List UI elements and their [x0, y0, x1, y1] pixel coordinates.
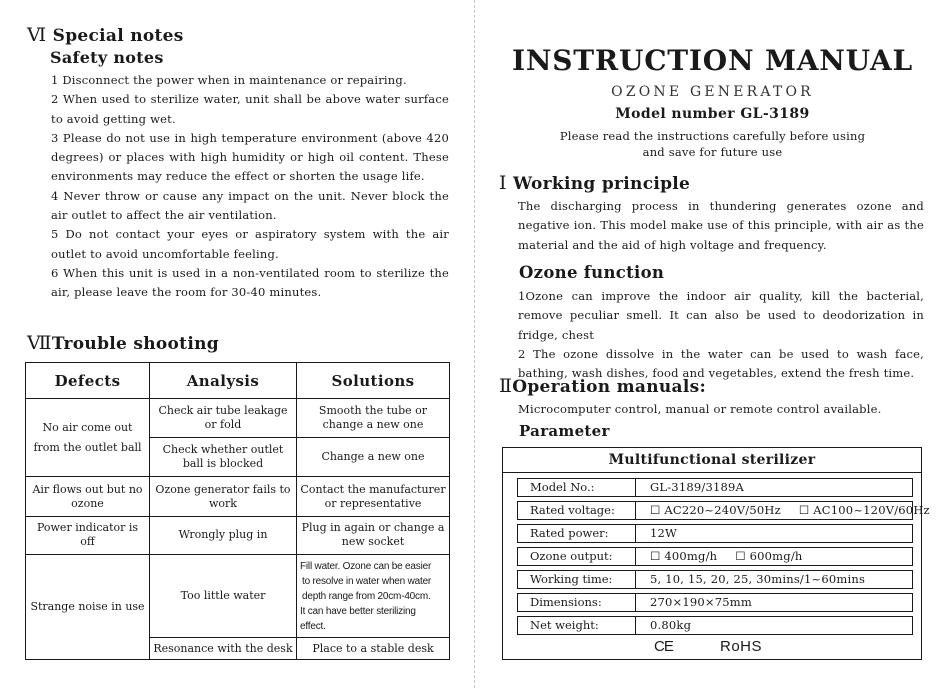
- solution-cell: Fill water. Ozone can be easier to resolve in water when water depth range from 20cm-40cm. It can have better sterilizing effect.: [297, 554, 450, 638]
- safety-note: 4 Never throw or cause any impact on the unit. Never block the air outlet to affect the air ventilation.: [51, 188, 449, 223]
- table-row: [26, 516, 450, 554]
- defect-cell: No air come out from the outlet ball: [26, 399, 150, 477]
- parameter-label: Working time:: [530, 572, 613, 586]
- model-number: Model number GL-3189: [615, 106, 810, 122]
- solution-cell: Place to a stable desk: [297, 638, 450, 660]
- left-page: [0, 0, 470, 688]
- table-row: [26, 554, 450, 638]
- parameter-value: ☐ 400mg/h ☐ 600mg/h: [635, 548, 912, 565]
- parameter-label: Rated voltage:: [530, 503, 615, 517]
- parameter-row: [517, 616, 913, 635]
- parameter-label: Rated power:: [530, 526, 609, 540]
- section-working-principle-title: Ⅰ Working principle: [499, 172, 691, 194]
- section-trouble-shooting-title: ⅦTrouble shooting: [27, 332, 219, 354]
- parameter-label: Dimensions:: [530, 595, 602, 609]
- parameter-row: [517, 524, 913, 543]
- parameter-row: [517, 547, 913, 566]
- ozone-function-title: Ozone function: [519, 263, 665, 282]
- ozone-function-text: 1Ozone can improve the indoor air quality, kill the bacterial, remove peculiar smell. It can also be used to deodorization in fridge, chest 2 The ozone dissolve in the water can be used to wash face, bathing, wash dishes, food and vegetables, extend the fresh time.: [518, 289, 924, 381]
- analysis-cell: Check air tube leakage or fold: [150, 399, 297, 438]
- manual-title: INSTRUCTION MANUAL: [511, 44, 914, 77]
- table-row: [26, 477, 450, 516]
- parameter-table: [502, 447, 930, 660]
- safety-notes-list: [51, 71, 449, 303]
- product-name: OZONE GENERATOR: [611, 84, 814, 100]
- analysis-cell: Too little water: [150, 554, 297, 638]
- header-defects: Defects: [26, 363, 150, 399]
- ce-mark: CE: [654, 638, 673, 655]
- trouble-shooting-table: [25, 362, 450, 660]
- defect-cell: Strange noise in use: [26, 554, 150, 659]
- parameter-value: 12W: [635, 525, 912, 542]
- table-header-row: [26, 363, 450, 399]
- defect-cell: Air flows out but no ozone: [26, 477, 150, 516]
- analysis-cell: Wrongly plug in: [150, 516, 297, 554]
- safety-notes-title: Safety notes: [50, 48, 164, 67]
- parameter-value: 0.80kg: [635, 617, 912, 634]
- analysis-cell: Check whether outlet ball is blocked: [150, 438, 297, 477]
- section-special-notes-title: Ⅵ Special notes: [27, 24, 184, 46]
- safety-note: 5 Do not contact your eyes or aspiratory system with the air outlet to avoid uncomfortable feeling.: [51, 227, 449, 261]
- header-solutions: Solutions: [297, 363, 450, 399]
- parameter-value: 270×190×75mm: [635, 594, 912, 611]
- rohs-mark: RoHS: [720, 638, 763, 655]
- solution-cell: Contact the manufacturer or representative: [297, 477, 450, 516]
- parameter-label: Ozone output:: [530, 549, 613, 563]
- parameter-value: ☐ AC220~240V/50Hz ☐ AC100~120V/60Hz: [635, 502, 912, 519]
- working-principle-text: The discharging process in thundering generates ozone and negative ion. This model make use of this principle, with air as the material and the aid of high voltage and frequency.: [518, 199, 924, 252]
- parameter-table-heading: Multifunctional sterilizer: [503, 448, 921, 473]
- analysis-cell: Resonance with the desk: [150, 638, 297, 660]
- solution-cell: Change a new one: [297, 438, 450, 477]
- header-analysis: Analysis: [150, 363, 297, 399]
- parameter-row: [517, 501, 930, 520]
- solution-cell: Plug in again or change a new socket: [297, 516, 450, 554]
- parameter-title: Parameter: [519, 422, 610, 440]
- page-fold-divider: [474, 0, 475, 688]
- safety-note: 2 When used to sterilize water, unit shall be above water surface to avoid getting wet.: [51, 92, 449, 126]
- operation-text: Microcomputer control, manual or remote control available.: [518, 402, 882, 416]
- safety-note: 1 Disconnect the power when in maintenance or repairing.: [51, 73, 407, 87]
- safety-note: 3 Please do not use in high temperature environment (above 420 degrees) or places with high humidity or high oil content. These environments may reduce the effect or shorten the usage life.: [51, 130, 449, 184]
- parameter-row: [517, 593, 913, 612]
- parameter-value: GL-3189/3189A: [635, 479, 912, 496]
- parameter-label: Model No.:: [530, 480, 595, 494]
- safety-note: 6 When this unit is used in a non-ventilated room to sterilize the air, please leave the room for 30-40 minutes.: [51, 265, 449, 300]
- parameter-value: 5, 10, 15, 20, 25, 30mins/1~60mins: [635, 571, 912, 588]
- analysis-cell: Ozone generator fails to work: [150, 477, 297, 516]
- section-operation-manuals-title: ⅡOperation manuals:: [499, 375, 707, 397]
- parameter-row: [517, 570, 913, 589]
- read-instructions-note: Please read the instructions carefully before using and save for future use: [559, 129, 866, 159]
- solution-cell: Smooth the tube or change a new one: [297, 399, 450, 438]
- parameter-row: [517, 478, 913, 497]
- parameter-label: Net weight:: [530, 618, 599, 632]
- table-row: [26, 399, 450, 438]
- defect-cell: Power indicator is off: [26, 516, 150, 554]
